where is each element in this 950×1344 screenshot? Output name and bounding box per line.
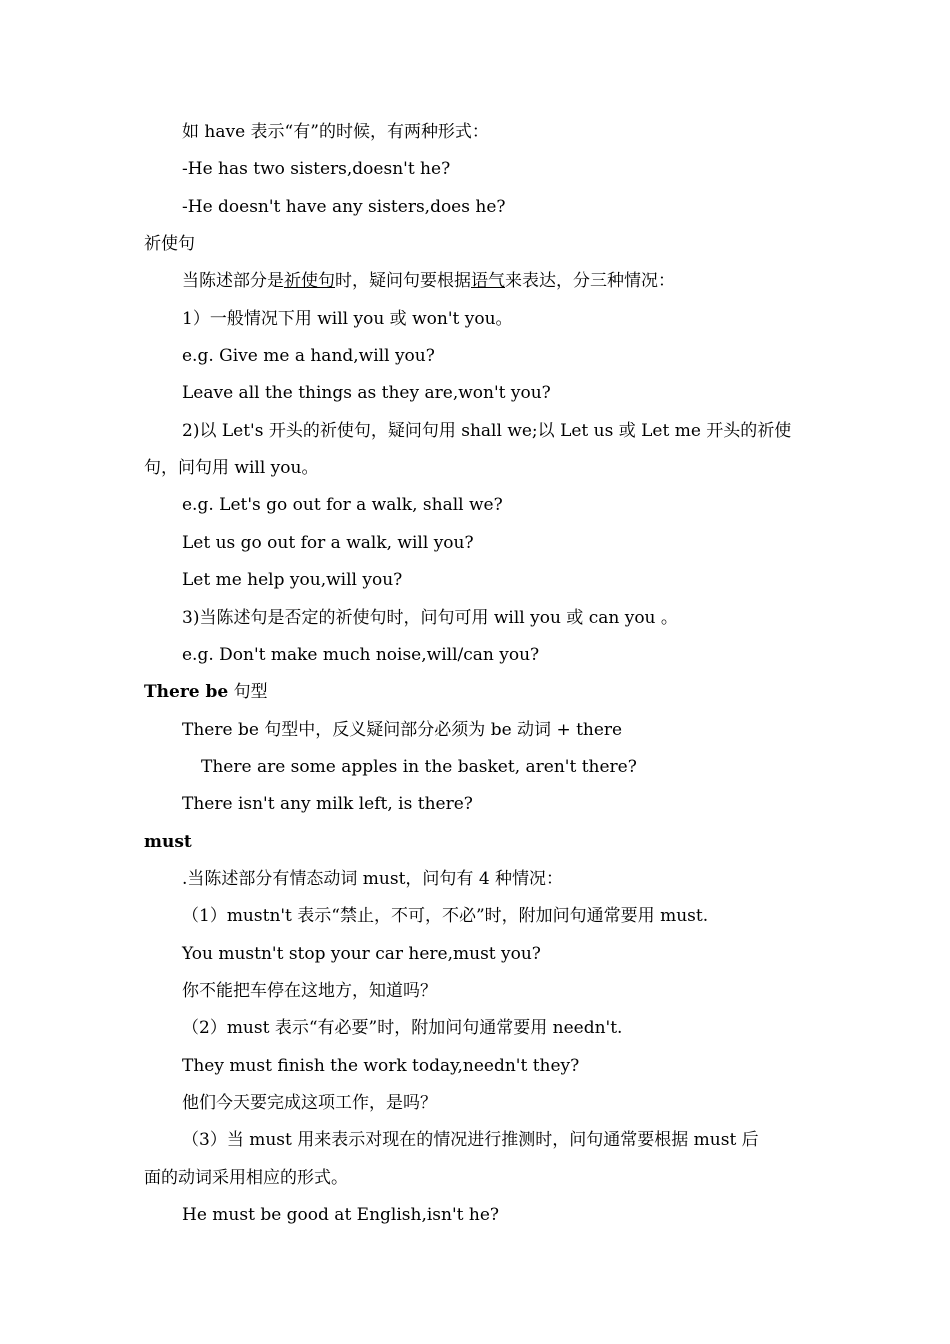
there-be-rule: There be 句型中，反义疑问部分必须为 be 动词 + there: [182, 720, 623, 740]
imperative-heading: 祈使句: [144, 234, 195, 254]
must-case-2-translation: 他们今天要完成这项工作，是吗？: [182, 1093, 437, 1113]
imperative-case-2-example-1: e.g. Let's go out for a walk, shall we?: [182, 495, 503, 515]
mood-link[interactable]: 语气: [471, 271, 505, 291]
there-be-heading-rest: 句型: [228, 682, 268, 702]
imperative-case-3: 3)当陈述句是否定的祈使句时，问句可用 will you 或 can you 。: [182, 608, 678, 628]
there-be-example-1: There are some apples in the basket, aren't there?: [201, 757, 637, 777]
imperative-case-2-example-3: Let me help you,will you?: [182, 570, 403, 590]
imperative-case-2-line-1: 2)以 Let's 开头的祈使句，疑问句用 shall we;以 Let us 或 Let me 开头的祈使: [182, 421, 792, 441]
imperative-link[interactable]: 祈使句: [284, 271, 335, 291]
must-case-1-translation: 你不能把车停在这地方，知道吗？: [182, 981, 437, 1001]
must-heading: must: [144, 832, 192, 852]
must-case-3-line-2: 面的动词采用相应的形式。: [144, 1168, 348, 1188]
must-intro: .当陈述部分有情态动词 must，问句有 4 种情况：: [182, 869, 564, 889]
there-be-heading-bold: There be: [144, 682, 229, 702]
imperative-intro: [182, 270, 675, 292]
there-be-heading: [144, 681, 268, 703]
imperative-case-2-line-2: 句，问句用 will you。: [144, 458, 319, 478]
imperative-intro-part-c: 来表达，分三种情况：: [505, 271, 675, 291]
imperative-case-1-example-2: Leave all the things as they are,won't you?: [182, 383, 551, 403]
must-case-3-example: He must be good at English,isn't he?: [182, 1205, 500, 1225]
must-case-1: （1）mustn't 表示“禁止，不可，不必”时，附加问句通常要用 must.: [182, 906, 709, 926]
imperative-case-2-example-2: Let us go out for a walk, will you?: [182, 533, 474, 553]
have-intro: 如 have 表示“有”的时候，有两种形式：: [182, 122, 489, 142]
imperative-case-3-example: e.g. Don't make much noise,will/can you?: [182, 645, 540, 665]
must-case-3-line-1: （3）当 must 用来表示对现在的情况进行推测时，问句通常要根据 must 后: [182, 1130, 759, 1150]
have-example-1: -He has two sisters,doesn't he?: [182, 159, 451, 179]
must-case-2-example: They must finish the work today,needn't they?: [182, 1056, 580, 1076]
imperative-case-1-example-1: e.g. Give me a hand,will you?: [182, 346, 435, 366]
must-case-2: （2）must 表示“有必要”时，附加问句通常要用 needn't.: [182, 1018, 623, 1038]
imperative-case-1: 1）一般情况下用 will you 或 won't you。: [182, 309, 513, 329]
have-example-2: -He doesn't have any sisters,does he?: [182, 197, 506, 217]
there-be-example-2: There isn't any milk left, is there?: [182, 794, 473, 814]
imperative-intro-part-b: 时，疑问句要根据: [335, 271, 471, 291]
imperative-intro-part-a: 当陈述部分是: [182, 271, 284, 291]
must-case-1-example: You mustn't stop your car here,must you?: [182, 944, 541, 964]
